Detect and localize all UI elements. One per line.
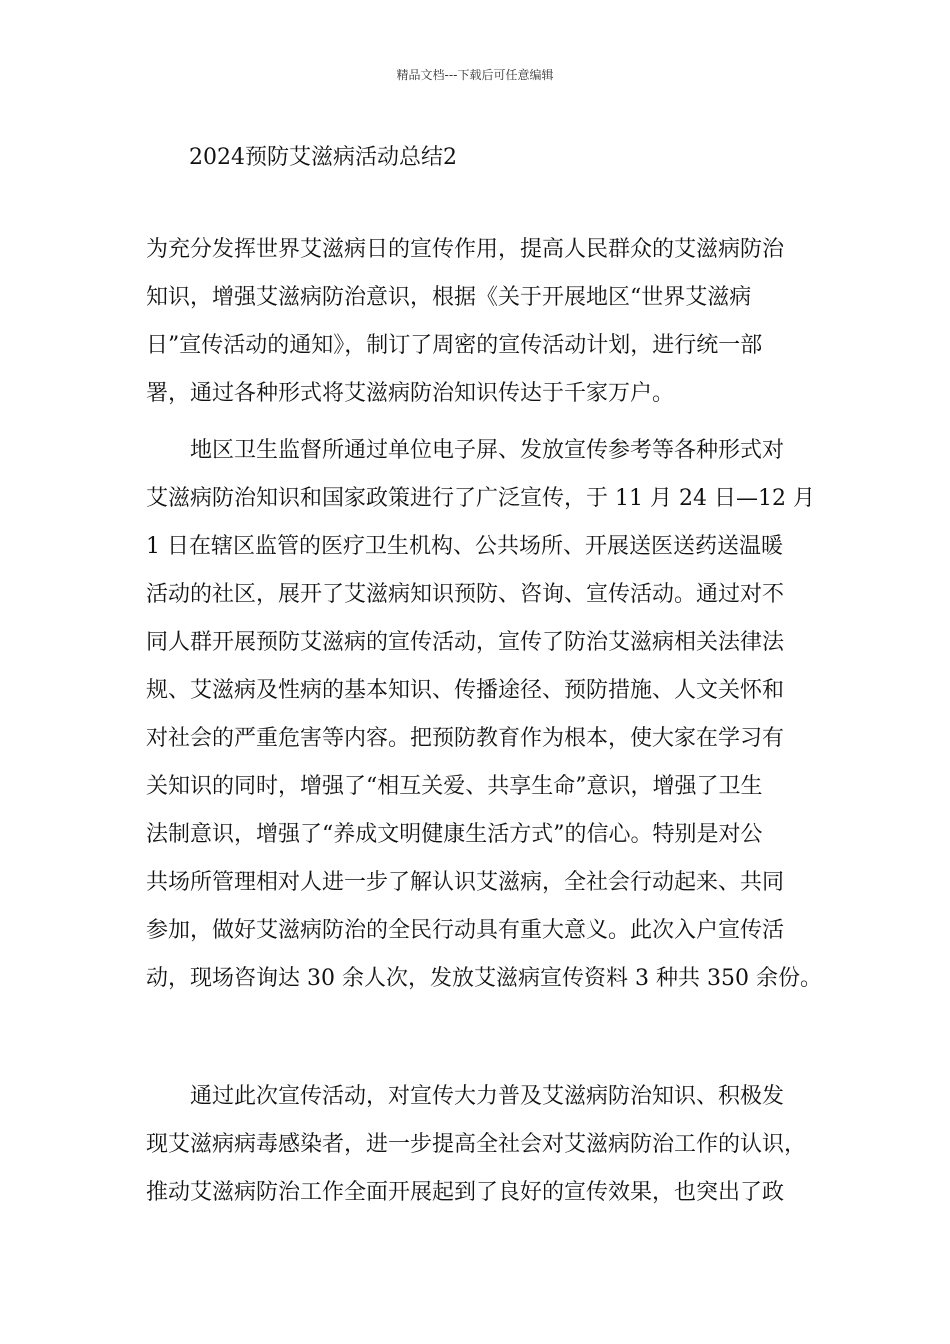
paragraph-line: 对社会的严重危害等内容。把预防教育作为根本，使大家在学习有 (146, 726, 785, 751)
paragraph-line: 关知识的同时，增强了“相互关爱、共享生命”意识，增强了卫生 (146, 774, 763, 799)
paragraph-3 (146, 1073, 826, 1217)
page-header: 精品文档---下载后可任意编辑 (396, 68, 554, 82)
paragraph-line: 动，现场咨询达 30 余人次，发放艾滋病宣传资料 3 种共 350 余份。 (146, 966, 822, 991)
paragraph-line: 参加，做好艾滋病防治的全民行动具有重大意义。此次入户宣传活 (146, 918, 785, 943)
paragraph-line: 通过此次宣传活动，对宣传大力普及艾滋病防治知识、积极发 (190, 1084, 785, 1109)
paragraph-line: 艾滋病防治知识和国家政策进行了广泛宣传，于 11 月 24 日—12 月 (146, 486, 815, 511)
paragraph-line: 规、艾滋病及性病的基本知识、传播途径、预防措施、人文关怀和 (146, 678, 785, 703)
paragraph-line: 活动的社区，展开了艾滋病知识预防、咨询、宣传活动。通过对不 (146, 582, 785, 607)
paragraph-line: 为充分发挥世界艾滋病日的宣传作用，提高人民群众的艾滋病防治 (146, 237, 785, 262)
paragraph-line: 地区卫生监督所通过单位电子屏、发放宣传参考等各种形式对 (190, 438, 785, 463)
document-title: 2024预防艾滋病活动总结2 (189, 145, 457, 170)
paragraph-line: 现艾滋病病毒感染者，进一步提高全社会对艾滋病防治工作的认识， (146, 1132, 807, 1157)
paragraph-line: 法制意识，增强了“养成文明健康生活方式”的信心。特别是对公 (146, 822, 763, 847)
paragraph-line: 知识，增强艾滋病防治意识，根据《关于开展地区“世界艾滋病 (146, 285, 752, 310)
paragraph-line: 日”宣传活动的通知》，制订了周密的宣传活动计划，进行统一部 (146, 333, 763, 358)
paragraph-line: 推动艾滋病防治工作全面开展起到了良好的宣传效果，也突出了政 (146, 1180, 785, 1205)
paragraph-line: 署，通过各种形式将艾滋病防治知识传达于千家万户。 (146, 381, 675, 406)
paragraph-line: 1 日在辖区监管的医疗卫生机构、公共场所、开展送医送药送温暖 (146, 534, 783, 559)
paragraph-1 (146, 226, 826, 418)
paragraph-line: 同人群开展预防艾滋病的宣传活动，宣传了防治艾滋病相关法律法 (146, 630, 785, 655)
paragraph-line: 共场所管理相对人进一步了解认识艾滋病，全社会行动起来、共同 (146, 870, 785, 895)
paragraph-2 (146, 427, 826, 1003)
